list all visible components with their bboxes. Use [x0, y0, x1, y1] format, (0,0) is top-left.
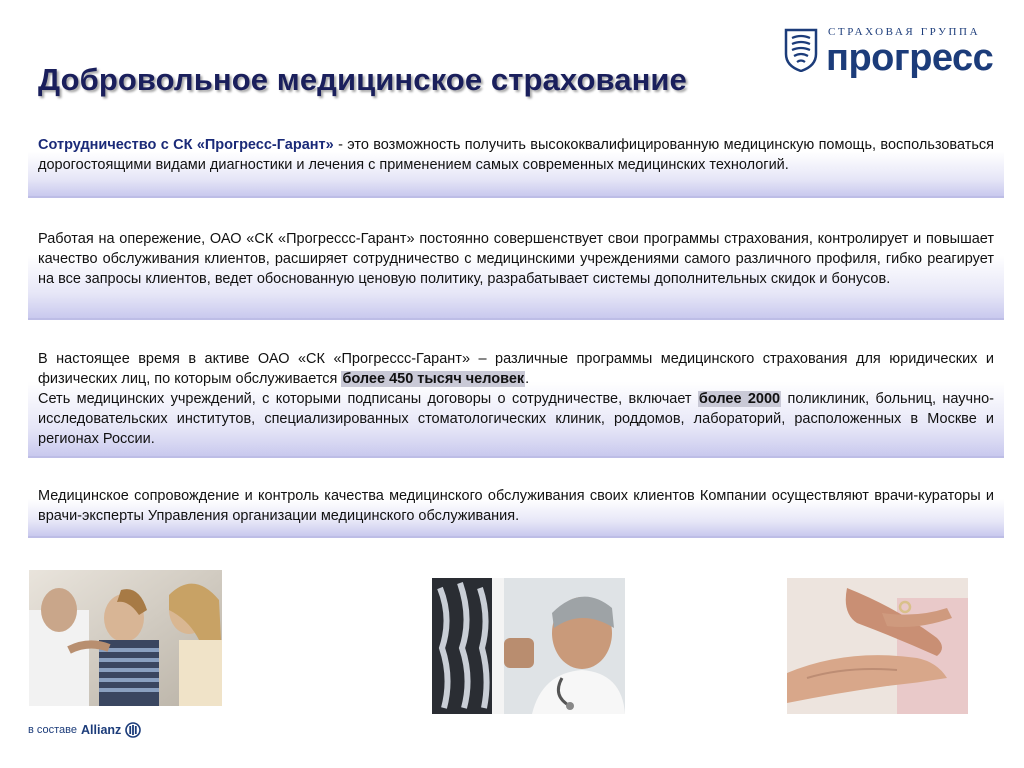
footer-prefix: в составе — [28, 724, 78, 736]
info-block-4 — [28, 479, 1004, 538]
block-text: Сеть медицинских учреждений, с которыми подписаны договоры о сотрудничестве, включает — [38, 391, 698, 407]
shield-logo-icon — [784, 28, 818, 72]
block-text: Медицинское сопровождение и контроль качества медицинского обслуживания своих клиентов Компании осуществляют врачи-кураторы и врачи-эксперты Управления организации медицинского обслуживания. — [38, 488, 994, 524]
page-title: Добровольное медицинское страхование — [38, 62, 687, 97]
block-text: Работая на опережение, ОАО «СК «Прогрессс-Гарант» постоянно совершенствует свои программы страхования, контролирует и повышает качество обслуживания клиентов, расширяет сотрудничество с медицинскими учреждениями самого различного профиля, гибко реагирует на все запросы клиентов, ведет обоснованную ценовую политику, разрабатывает системы дополнительных скидок и бонусов. — [38, 231, 994, 287]
block-text: - это возможность получить высококвалифицированную медицинскую помощь, воспользоваться дорогостоящими видами диагностики и лечения с применением самых современных медицинских технологий. — [38, 137, 995, 173]
info-block-3 — [28, 342, 1004, 458]
photo-doctor-xray — [432, 578, 625, 714]
allianz-footer — [28, 720, 141, 740]
footer-brand: Allianz — [81, 723, 122, 737]
block-text: В настоящее время в активе ОАО «СК «Прогрессс-Гарант» – различные программы медицинского страхования для юридических и физических лиц, по которым обслуживается — [38, 351, 994, 387]
block-text: . — [525, 371, 530, 387]
block-lead: Сотрудничество с СК «Прогресс-Гарант» — [38, 137, 334, 153]
info-block-1 — [28, 128, 1004, 198]
photo-hands-pulse — [787, 578, 968, 714]
allianz-logo-icon — [125, 722, 141, 738]
company-logo — [784, 26, 994, 78]
logo-subtitle: СТРАХОВАЯ ГРУППА — [828, 26, 981, 38]
highlight-institutions: более 2000 — [698, 391, 781, 407]
info-block-2 — [28, 222, 1004, 320]
logo-name: прогресс — [826, 37, 994, 79]
block-text: поликлиник, больниц, научно-исследовательских институтов, специализированных стоматологических клиник, роддомов, лабораторий, расположенных в Москве и регионах России. — [38, 391, 994, 447]
photo-doctor-child-exam — [29, 570, 222, 706]
highlight-clients: более 450 тысяч человек — [342, 371, 525, 387]
